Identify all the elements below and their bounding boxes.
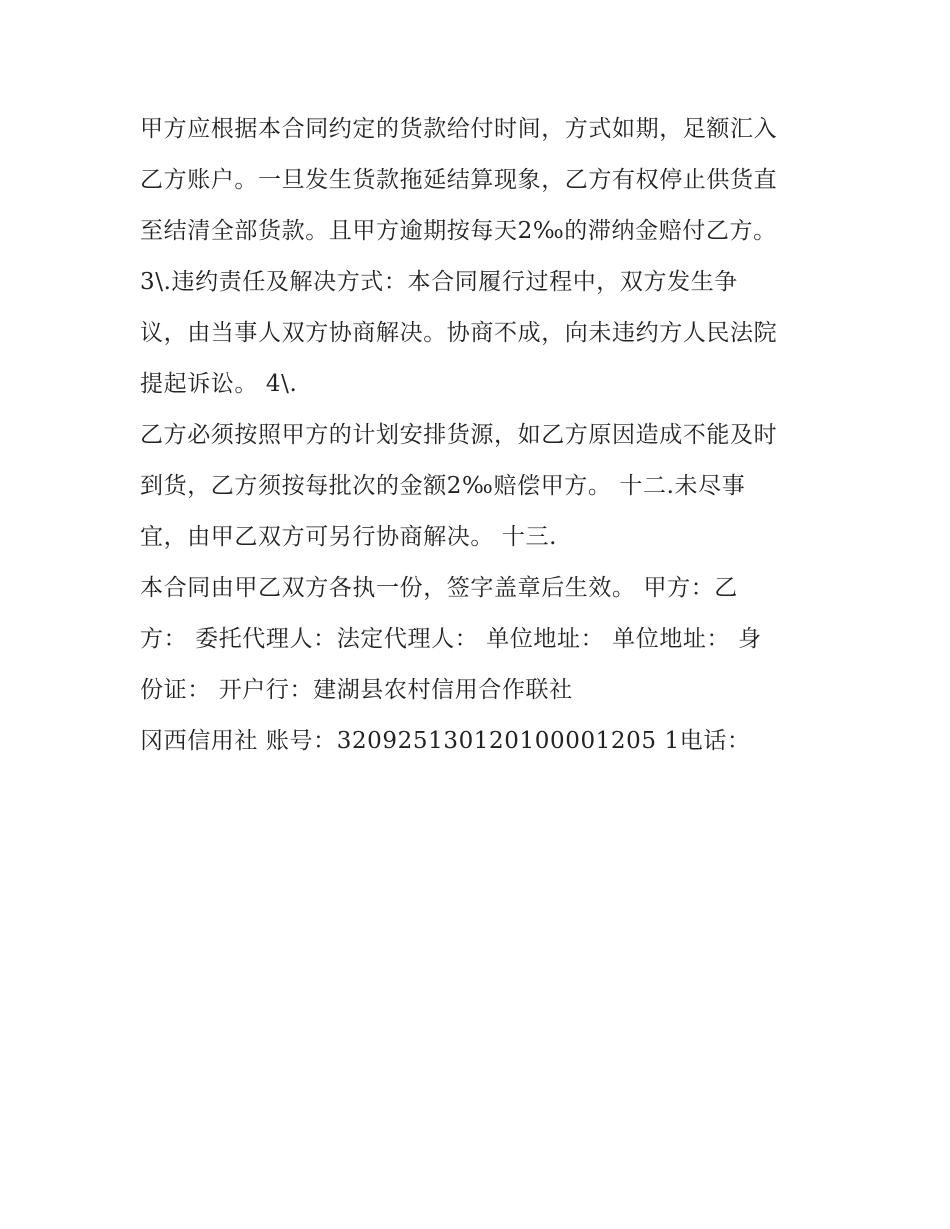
text-line-3: 至结清全部货款。且甲方逾期按每天2‰的滞纳金赔付乙方。 xyxy=(140,218,777,244)
text-line-1: 甲方应根据本合同约定的货款给付时间，方式如期，足额汇入 xyxy=(140,116,778,142)
text-line-9: 宜，由甲乙双方可另行协商解决。 十三. xyxy=(140,524,558,550)
text-line-11: 方： 委托代理人：法定代理人： 单位地址： 单位地址： 身 xyxy=(140,626,762,652)
text-line-10: 本合同由甲乙双方各执一份，签字盖章后生效。 甲方：乙 xyxy=(140,575,738,601)
text-line-5: 议，由当事人双方协商解决。协商不成，向未违约方人民法院 xyxy=(140,320,778,346)
text-line-6: 提起诉讼。 4\. xyxy=(140,371,298,397)
text-line-7: 乙方必须按照甲方的计划安排货源，如乙方原因造成不能及时 xyxy=(140,422,778,448)
text-line-4: 3\.违约责任及解决方式：本合同履行过程中，双方发生争 xyxy=(140,269,738,295)
text-line-8: 到货，乙方须按每批次的金额2‰赔偿甲方。 十二.未尽事 xyxy=(140,473,746,499)
text-line-12: 份证： 开户行：建湖县农村信用合作联社 xyxy=(140,677,573,703)
text-line-2: 乙方账户。一旦发生货款拖延结算现象，乙方有权停止供货直 xyxy=(140,167,778,193)
contract-text xyxy=(140,104,840,767)
text-line-13: 冈西信用社 账号：320925130120100001205 1电话： xyxy=(140,728,751,754)
